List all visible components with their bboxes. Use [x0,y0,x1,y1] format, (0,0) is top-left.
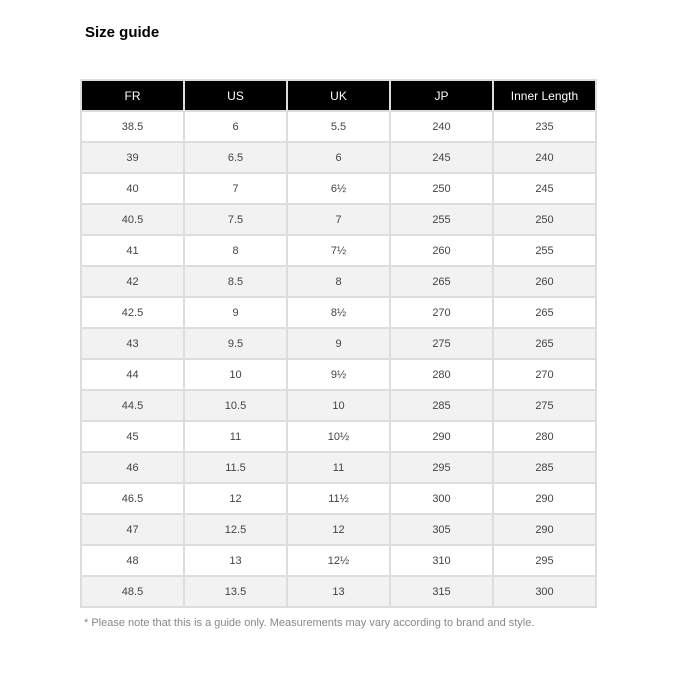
cell-fr: 39 [82,143,183,172]
cell-us: 8.5 [185,267,286,296]
cell-inner-length: 265 [494,298,595,327]
column-header-inner-length: Inner Length [494,81,595,110]
cell-inner-length: 265 [494,329,595,358]
table-row [82,174,595,203]
cell-jp: 280 [391,360,492,389]
table-row [82,577,595,606]
cell-jp: 295 [391,453,492,482]
table-row [82,453,595,482]
cell-fr: 48 [82,546,183,575]
cell-inner-length: 290 [494,484,595,513]
cell-uk: 13 [288,577,389,606]
cell-us: 11.5 [185,453,286,482]
cell-inner-length: 285 [494,453,595,482]
cell-uk: 11½ [288,484,389,513]
cell-inner-length: 255 [494,236,595,265]
cell-fr: 43 [82,329,183,358]
table-row [82,112,595,141]
cell-us: 10 [185,360,286,389]
size-table [80,79,597,608]
table-row [82,329,595,358]
cell-jp: 315 [391,577,492,606]
column-header-us: US [185,81,286,110]
cell-us: 7.5 [185,205,286,234]
cell-fr: 44 [82,360,183,389]
column-header-jp: JP [391,81,492,110]
cell-us: 10.5 [185,391,286,420]
cell-uk: 6 [288,143,389,172]
cell-fr: 40.5 [82,205,183,234]
cell-jp: 285 [391,391,492,420]
header-row [82,81,595,110]
cell-uk: 8½ [288,298,389,327]
cell-uk: 9½ [288,360,389,389]
disclaimer-note: * Please note that this is a guide only. Measurements may vary according to brand and style. [84,617,535,629]
cell-inner-length: 280 [494,422,595,451]
cell-uk: 6½ [288,174,389,203]
table-row [82,515,595,544]
cell-us: 6 [185,112,286,141]
cell-us: 6.5 [185,143,286,172]
cell-inner-length: 240 [494,143,595,172]
cell-inner-length: 250 [494,205,595,234]
table-row [82,360,595,389]
cell-fr: 47 [82,515,183,544]
cell-fr: 45 [82,422,183,451]
table-row [82,546,595,575]
table-row [82,391,595,420]
cell-jp: 300 [391,484,492,513]
table-row [82,484,595,513]
cell-inner-length: 290 [494,515,595,544]
cell-jp: 245 [391,143,492,172]
cell-uk: 10 [288,391,389,420]
cell-us: 8 [185,236,286,265]
cell-jp: 255 [391,205,492,234]
cell-uk: 12 [288,515,389,544]
page-title: Size guide [85,24,160,41]
cell-uk: 11 [288,453,389,482]
cell-jp: 305 [391,515,492,544]
cell-uk: 10½ [288,422,389,451]
table-row [82,143,595,172]
cell-inner-length: 300 [494,577,595,606]
table-row [82,236,595,265]
cell-jp: 310 [391,546,492,575]
table-row [82,422,595,451]
cell-us: 12 [185,484,286,513]
cell-inner-length: 275 [494,391,595,420]
cell-us: 11 [185,422,286,451]
cell-uk: 7 [288,205,389,234]
cell-fr: 46.5 [82,484,183,513]
cell-us: 12.5 [185,515,286,544]
cell-uk: 7½ [288,236,389,265]
cell-uk: 12½ [288,546,389,575]
cell-inner-length: 245 [494,174,595,203]
cell-fr: 41 [82,236,183,265]
cell-uk: 8 [288,267,389,296]
cell-jp: 290 [391,422,492,451]
cell-inner-length: 260 [494,267,595,296]
cell-jp: 275 [391,329,492,358]
cell-inner-length: 295 [494,546,595,575]
cell-fr: 48.5 [82,577,183,606]
cell-jp: 270 [391,298,492,327]
cell-jp: 265 [391,267,492,296]
table-row [82,298,595,327]
cell-uk: 9 [288,329,389,358]
cell-inner-length: 270 [494,360,595,389]
cell-us: 9.5 [185,329,286,358]
cell-fr: 40 [82,174,183,203]
column-header-uk: UK [288,81,389,110]
cell-jp: 260 [391,236,492,265]
cell-uk: 5.5 [288,112,389,141]
cell-us: 7 [185,174,286,203]
cell-fr: 46 [82,453,183,482]
cell-us: 13.5 [185,577,286,606]
table-row [82,205,595,234]
cell-us: 13 [185,546,286,575]
cell-fr: 38.5 [82,112,183,141]
cell-us: 9 [185,298,286,327]
table-row [82,267,595,296]
cell-fr: 42 [82,267,183,296]
cell-fr: 44.5 [82,391,183,420]
cell-jp: 250 [391,174,492,203]
cell-jp: 240 [391,112,492,141]
cell-fr: 42.5 [82,298,183,327]
column-header-fr: FR [82,81,183,110]
table-body [82,112,595,606]
cell-inner-length: 235 [494,112,595,141]
